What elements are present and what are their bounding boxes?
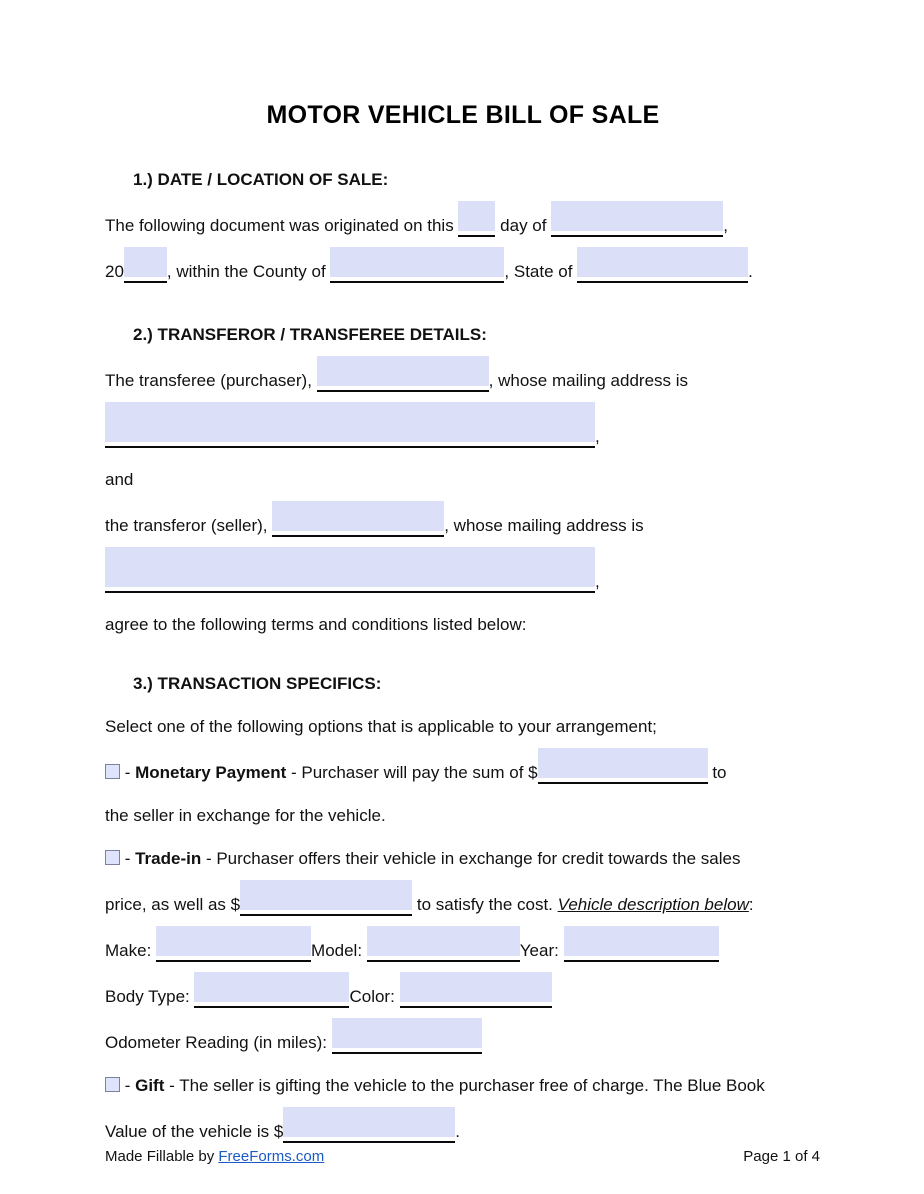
color-label: Color: <box>349 987 400 1006</box>
gift-text1: - The seller is gifting the vehicle to the purchaser free of charge. The Blue Book <box>164 1076 765 1095</box>
make-label: Make: <box>105 941 157 960</box>
monetary-option-line-1 <box>105 748 821 794</box>
tradein-option-line-2 <box>105 880 821 926</box>
body-color-line <box>105 972 821 1018</box>
sale-line1-text1: The following document was originated on this <box>105 216 459 235</box>
page-footer <box>105 1148 820 1165</box>
sale-year-field[interactable] <box>124 247 167 283</box>
page-title: MOTOR VEHICLE BILL OF SALE <box>266 101 660 129</box>
county-field[interactable] <box>330 247 504 283</box>
seller-address-comma: , <box>595 572 600 591</box>
purchaser-address-field[interactable] <box>105 402 595 448</box>
monetary-label: Monetary Payment <box>135 763 287 782</box>
make-model-year-line <box>105 926 821 972</box>
sale-line2-period: . <box>748 262 753 281</box>
year-label: Year: <box>519 941 564 960</box>
tradein-line2-text1: price, as well as $ <box>105 895 241 914</box>
body-type-label: Body Type: <box>105 987 195 1006</box>
tradein-colon: : <box>748 895 754 914</box>
section3-heading: 3.) TRANSACTION SPECIFICS: <box>133 674 382 693</box>
purchaser-name-field[interactable] <box>317 356 489 392</box>
footer-credit <box>105 1148 324 1165</box>
sale-month-field[interactable] <box>551 201 723 237</box>
monetary-sep: - <box>120 763 136 782</box>
monetary-text2: to <box>707 763 727 782</box>
gift-line2-text1: Value of the vehicle is $ <box>105 1122 284 1141</box>
tradein-label: Trade-in <box>135 849 202 868</box>
model-field[interactable] <box>367 926 520 962</box>
transferor-text2: , whose mailing address is <box>444 516 644 535</box>
monetary-payment-checkbox[interactable] <box>105 764 120 779</box>
gift-sep: - <box>120 1076 136 1095</box>
sale-line1-text2: day of <box>495 216 552 235</box>
gift-checkbox[interactable] <box>105 1077 120 1092</box>
options-intro-line: Select one of the following options that is applicable to your arrangement; <box>105 717 657 736</box>
section1-heading: 1.) DATE / LOCATION OF SALE: <box>133 170 389 189</box>
payment-amount-field[interactable] <box>538 748 708 784</box>
section2-heading: 2.) TRANSFEROR / TRANSFEREE DETAILS: <box>133 325 487 344</box>
monetary-text1: - Purchaser will pay the sum of $ <box>286 763 538 782</box>
transferor-text1: the transferor (seller), <box>105 516 273 535</box>
footer-credit-prefix: Made Fillable by <box>105 1148 219 1165</box>
odometer-line <box>105 1018 821 1064</box>
model-label: Model: <box>311 941 367 960</box>
sale-line2-text3: , State of <box>504 262 578 281</box>
year-field[interactable] <box>564 926 719 962</box>
gift-line2-period: . <box>455 1122 461 1141</box>
seller-name-field[interactable] <box>272 501 444 537</box>
odometer-field[interactable] <box>332 1018 482 1054</box>
and-line: and <box>105 470 134 489</box>
sale-date-line-2 <box>105 247 821 293</box>
purchaser-address-comma: , <box>595 427 600 446</box>
seller-address-line <box>105 547 821 603</box>
purchaser-address-line <box>105 402 821 458</box>
blue-book-value-field[interactable] <box>283 1107 455 1143</box>
freeforms-link[interactable]: FreeForms.com <box>218 1148 325 1165</box>
gift-label: Gift <box>135 1076 165 1095</box>
tradein-amount-field[interactable] <box>240 880 412 916</box>
make-field[interactable] <box>156 926 311 962</box>
tradein-option-line-1 <box>105 837 821 880</box>
sale-date-line-1 <box>105 201 821 247</box>
sale-line2-text1: 20 <box>105 262 124 281</box>
transferor-line <box>105 501 821 547</box>
transferee-line <box>105 356 821 402</box>
tradein-sep: - <box>120 849 136 868</box>
tradein-line2-text2: to satisfy the cost. <box>412 895 558 914</box>
trade-in-checkbox[interactable] <box>105 850 120 865</box>
vehicle-description-label: Vehicle description below <box>557 895 749 914</box>
gift-option-line-2 <box>105 1107 821 1153</box>
monetary-option-line-2: the seller in exchange for the vehicle. <box>105 806 386 825</box>
transferee-text1: The transferee (purchaser), <box>105 371 317 390</box>
tradein-text1: - Purchaser offers their vehicle in exchange for credit towards the sales <box>201 849 741 868</box>
body-type-field[interactable] <box>194 972 349 1008</box>
sale-line2-text2: , within the County of <box>166 262 331 281</box>
page-number: Page 1 of 4 <box>743 1148 820 1165</box>
seller-address-field[interactable] <box>105 547 595 593</box>
odometer-label: Odometer Reading (in miles): <box>105 1033 332 1052</box>
agree-line: agree to the following terms and conditions listed below: <box>105 615 527 634</box>
document-content <box>105 100 821 1153</box>
state-field[interactable] <box>577 247 748 283</box>
gift-option-line-1 <box>105 1064 821 1107</box>
sale-line1-comma: , <box>723 216 728 235</box>
sale-day-field[interactable] <box>458 201 495 237</box>
transferee-text2: , whose mailing address is <box>488 371 689 390</box>
color-field[interactable] <box>400 972 552 1008</box>
